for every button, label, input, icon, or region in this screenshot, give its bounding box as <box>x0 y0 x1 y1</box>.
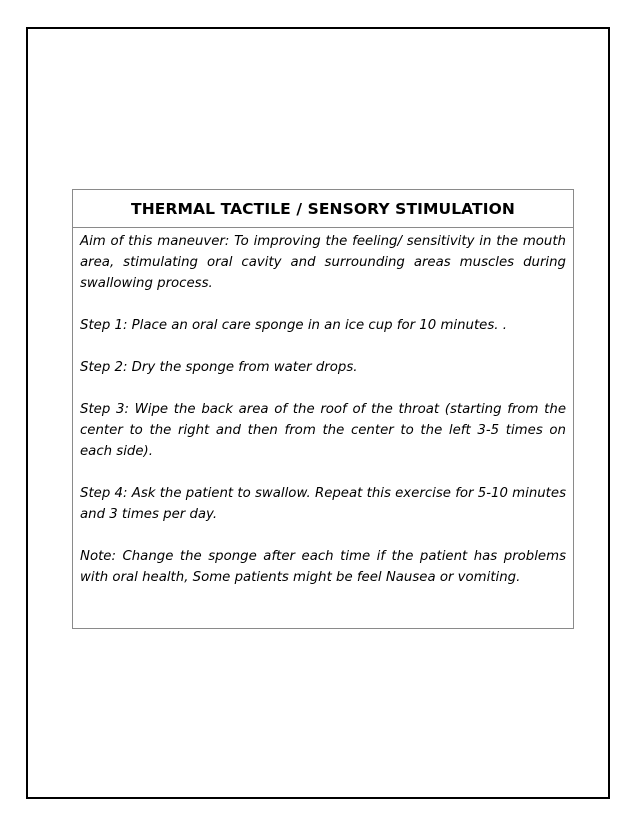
step-2-paragraph: Step 2: Dry the sponge from water drops. <box>80 360 358 375</box>
aim-paragraph: Aim of this maneuver: To improving the feeling/ sensitivity in the mouth area, stimulating oral cavity and surrounding areas muscles during swallowing process. <box>80 234 566 291</box>
step-4-paragraph: Step 4: Ask the patient to swallow. Repeat this exercise for 5-10 minutes and 3 times per day. <box>80 486 566 522</box>
step-3-paragraph: Step 3: Wipe the back area of the roof of the throat (starting from the center to the right and then from the center to the left 3-5 times on each side). <box>80 402 566 459</box>
step-1-paragraph: Step 1: Place an oral care sponge in an ice cup for 10 minutes. . <box>80 318 507 333</box>
note-paragraph: Note: Change the sponge after each time if the patient has problems with oral health, Some patients might be feel Nausea or vomiting. <box>80 549 566 585</box>
procedure-body <box>73 228 573 588</box>
procedure-box <box>72 189 574 629</box>
procedure-title: THERMAL TACTILE / SENSORY STIMULATION <box>73 190 573 228</box>
